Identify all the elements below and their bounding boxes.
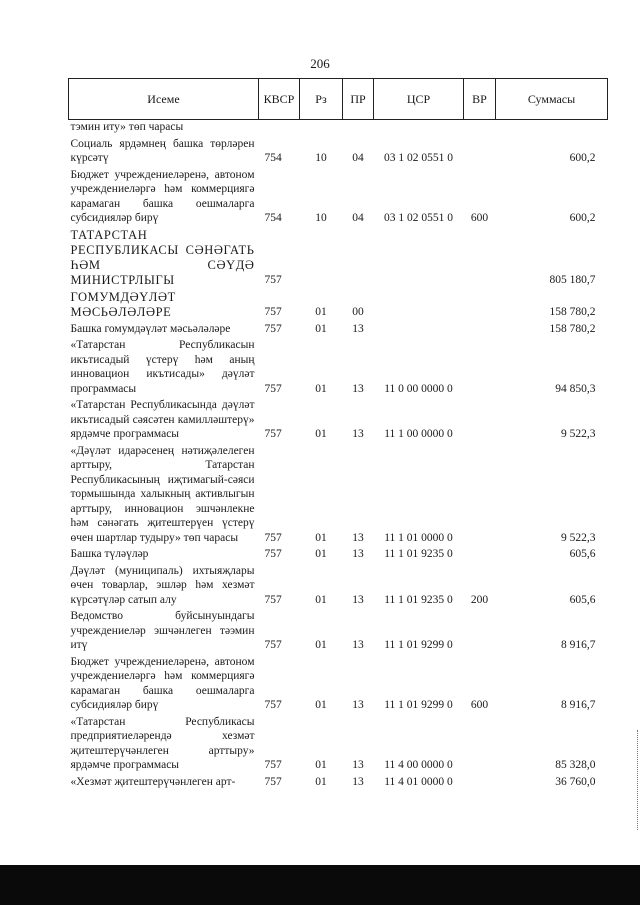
cell-pr [343, 226, 374, 288]
cell-name: Бюджет учреждениеләренә, автоном учреждениеләргә һәм коммерциягә карамаган башка оешмаларга субсидияләр бирү [70, 168, 255, 224]
cell-kvsr: 757 [264, 322, 282, 335]
cell-vr [464, 607, 496, 653]
table-row [69, 713, 608, 773]
table-row [69, 336, 608, 396]
cell-kvsr: 757 [264, 428, 282, 440]
cell-pr: 13 [352, 699, 364, 711]
cell-name: «Татарстан Республикасында дәүләт икътисадый сәясәтен камилләштерү» ярдәмче программасы [70, 399, 255, 440]
cell-vr [464, 396, 496, 442]
cell-pr: 04 [352, 152, 364, 164]
cell-kvsr: 757 [264, 306, 282, 318]
cell-vr: 600 [470, 699, 489, 711]
table-row [69, 545, 608, 562]
cell-csr: 11 1 01 9299 0 [384, 699, 453, 711]
cell-vr: 600 [470, 212, 489, 224]
cell-pr: 13 [352, 775, 364, 788]
cell-sum: 9 522,3 [561, 531, 596, 544]
cell-sum: 605,6 [569, 593, 596, 606]
table-row [69, 120, 608, 135]
table-row [69, 562, 608, 608]
cell-rz: 01 [315, 322, 327, 335]
cell-rz: 01 [315, 699, 327, 711]
cell-name: тэмин иту» төп чарасы [70, 121, 184, 133]
cell-pr: 00 [352, 306, 364, 318]
cell-vr [464, 135, 496, 166]
cell-pr: 13 [352, 548, 364, 560]
cell-sum: 8 916,7 [561, 699, 596, 711]
cell-sum: 805 180,7 [549, 274, 596, 286]
cell-rz: 10 [315, 152, 327, 164]
scan-bottom-bar [0, 865, 640, 905]
header-sum: Суммасы [496, 79, 608, 120]
cell-csr [374, 120, 464, 135]
cell-name: Бюджет учреждениеләренә, автоном учреждениеләргә һәм коммерциягә карамаган башка оешмаларга субсидияләр бирү [70, 655, 255, 711]
cell-sum: 600,2 [569, 212, 596, 224]
cell-name: «Дәүләт идарәсенең нәтиҗәлелеген арттыру, Татарстан Республикасының иҗтимагый-сәяси тормышында халыкның активлыгын арттыру, инновацион эшчәнлекне һәм сәнәгать җитештерүен үстерү өчен шартлар тудыру» төп чарасы [70, 444, 255, 544]
cell-rz: 01 [315, 428, 327, 440]
cell-vr [464, 713, 496, 773]
cell-name: ГОМУМДӘҮЛӘТ МӘСЬӘЛӘЛӘРЕ [70, 289, 176, 319]
cell-sum: 8 916,7 [561, 639, 596, 651]
cell-rz [300, 120, 343, 135]
cell-csr: 11 4 00 0000 0 [384, 759, 453, 771]
cell-vr [464, 226, 496, 288]
table-row [69, 653, 608, 713]
scan-edge-marks [635, 730, 638, 830]
cell-rz: 01 [315, 759, 327, 771]
cell-kvsr [259, 120, 300, 135]
cell-pr: 13 [352, 531, 364, 544]
cell-kvsr: 754 [264, 152, 282, 164]
cell-pr: 13 [352, 382, 364, 395]
cell-sum: 158 780,2 [549, 322, 596, 335]
header-rz: Рз [300, 79, 343, 120]
table-row [69, 396, 608, 442]
cell-name: Башка гомумдәүләт мәсьәләләре [70, 322, 231, 335]
cell-kvsr: 757 [264, 639, 282, 651]
table-body [69, 120, 608, 790]
cell-sum: 9 522,3 [561, 428, 596, 440]
table-row [69, 226, 608, 288]
cell-sum: 158 780,2 [549, 306, 596, 318]
cell-rz: 10 [315, 212, 327, 224]
cell-csr [374, 226, 464, 288]
cell-csr: 11 1 01 0000 0 [384, 531, 453, 544]
cell-vr [464, 288, 496, 320]
header-name: Исеме [69, 79, 259, 120]
cell-pr [343, 120, 374, 135]
cell-pr: 13 [352, 322, 364, 335]
cell-pr: 13 [352, 639, 364, 651]
cell-csr: 11 1 01 9235 0 [384, 593, 453, 606]
cell-csr: 03 1 02 0551 0 [384, 212, 453, 224]
cell-name: Дәүләт (муниципаль) ихтыяҗлары өчен товарлар, эшләр һәм хезмәт күрсәтүләр сатып алу [70, 564, 255, 606]
header-kvsr: КВСР [259, 79, 300, 120]
cell-vr [464, 442, 496, 546]
cell-rz: 01 [315, 639, 327, 651]
cell-csr: 11 1 00 0000 0 [384, 428, 453, 440]
cell-vr [464, 120, 496, 135]
table-row [69, 135, 608, 166]
cell-pr: 13 [352, 428, 364, 440]
cell-kvsr: 757 [264, 274, 282, 286]
cell-pr: 13 [352, 759, 364, 771]
budget-table [68, 78, 608, 789]
cell-kvsr: 757 [264, 382, 282, 395]
cell-sum: 600,2 [569, 152, 596, 164]
cell-kvsr: 757 [264, 699, 282, 711]
cell-name: Ведомство буйсынуындагы учреждениеләр эшчәнлеген тәэмин итү [70, 610, 255, 651]
cell-rz: 01 [315, 531, 327, 544]
cell-sum: 605,6 [569, 548, 596, 560]
header-vr: ВР [464, 79, 496, 120]
cell-pr: 04 [352, 212, 364, 224]
cell-sum: 85 328,0 [555, 759, 596, 771]
cell-vr: 200 [470, 593, 489, 606]
table-row [69, 288, 608, 320]
header-csr: ЦСР [374, 79, 464, 120]
table-header-row [69, 79, 608, 120]
page-number: 206 [310, 56, 330, 71]
cell-kvsr: 757 [264, 548, 282, 560]
cell-pr: 13 [352, 593, 364, 606]
table-row [69, 607, 608, 653]
cell-vr [464, 545, 496, 562]
cell-kvsr: 757 [264, 775, 282, 788]
cell-kvsr: 757 [264, 531, 282, 544]
cell-kvsr: 757 [264, 759, 282, 771]
table-row [69, 442, 608, 546]
cell-name: «Татарстан Республикасы предприятиеләрендә хезмәт җитештерүчәнлеген арттыру» ярдәмче программасы [70, 715, 255, 771]
cell-name: ТАТАРСТАН РЕСПУБЛИКАСЫ СӘНӘГАТЬ ҺӘМ СӘҮДӘ МИНИСТРЛЫГЫ [70, 227, 255, 287]
cell-name: «Татарстан Республикасын икътисадый үстерү һәм аның инновацион икътисады» дәүләт программасы [70, 339, 255, 395]
cell-csr [374, 320, 464, 337]
cell-sum: 94 850,3 [555, 382, 596, 395]
cell-vr [464, 336, 496, 396]
cell-csr: 11 4 01 0000 0 [384, 775, 453, 788]
cell-name: Башка түләүләр [70, 548, 149, 560]
cell-csr: 11 1 01 9299 0 [384, 639, 453, 651]
table-row [69, 320, 608, 337]
cell-csr [374, 288, 464, 320]
cell-name: Социаль ярдәмнең башка төрләрен күрсәтү [70, 137, 255, 164]
cell-kvsr: 754 [264, 212, 282, 224]
cell-rz: 01 [315, 382, 327, 395]
cell-rz: 01 [315, 593, 327, 606]
table-row [69, 773, 608, 790]
cell-vr [464, 773, 496, 790]
cell-rz: 01 [315, 306, 327, 318]
cell-rz: 01 [315, 775, 327, 788]
cell-csr: 11 1 01 9235 0 [384, 548, 453, 560]
cell-rz [300, 226, 343, 288]
cell-kvsr: 757 [264, 593, 282, 606]
header-pr: ПР [343, 79, 374, 120]
cell-name: «Хезмәт җитештерүчәнлеген арт- [70, 775, 236, 788]
table-row [69, 166, 608, 226]
cell-rz: 01 [315, 548, 327, 560]
cell-csr: 03 1 02 0551 0 [384, 152, 453, 164]
cell-vr [464, 320, 496, 337]
cell-sum [496, 120, 608, 135]
cell-csr: 11 0 00 0000 0 [384, 382, 453, 395]
cell-sum: 36 760,0 [555, 775, 596, 788]
